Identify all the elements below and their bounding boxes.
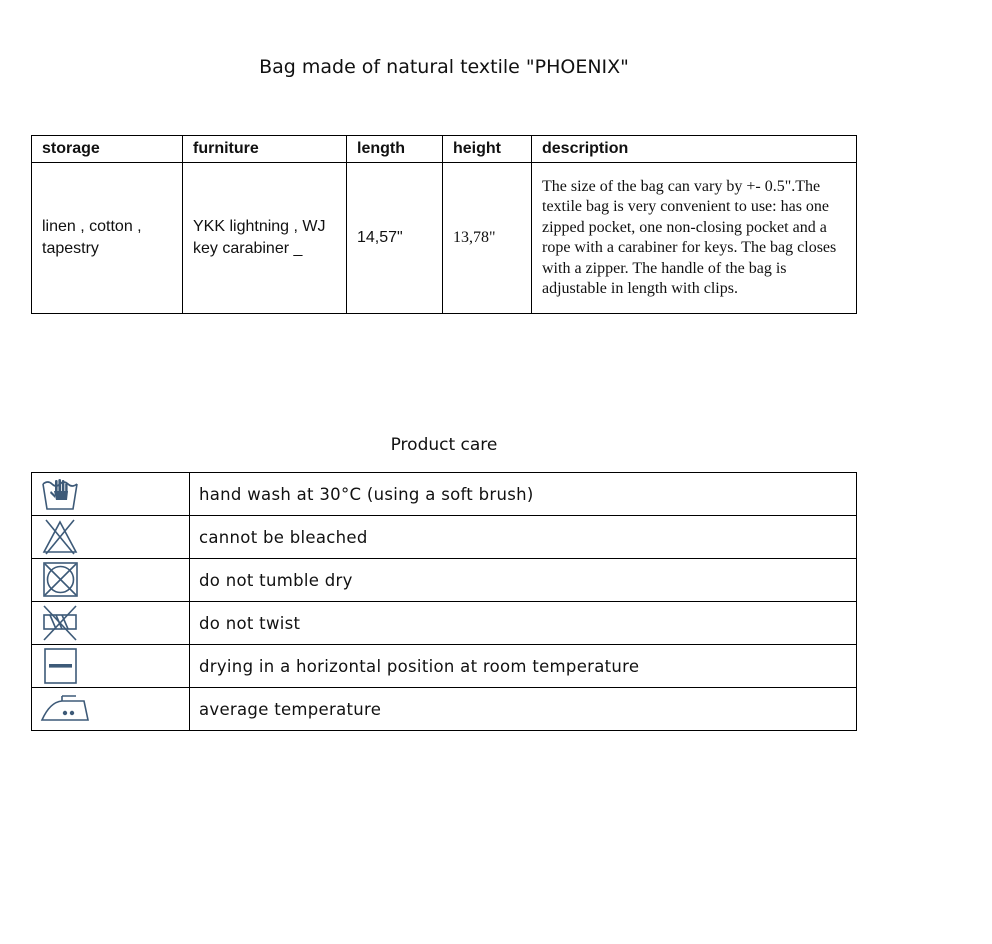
- description-cell: The size of the bag can vary by +- 0.5".The textile bag is very convenient to use: has one zipped pocket, one non-closing pocket and a rope with a carabiner for keys. The bag closes with a zipper. The handle of the bag is adjustable in length with clips.: [532, 163, 857, 314]
- no-tumble-dry-icon: [40, 561, 80, 599]
- care-row: [32, 645, 857, 688]
- page-title: Bag made of natural textile "PHOENIX": [259, 56, 629, 78]
- iron-medium-icon: [40, 692, 90, 726]
- column-header-furniture: furniture: [183, 136, 347, 163]
- care-icon-cell: [32, 602, 190, 645]
- furniture-cell: YKK lightning , WJ key carabiner _: [183, 163, 347, 314]
- care-section-title: Product care: [390, 435, 498, 455]
- column-header-storage: storage: [32, 136, 183, 163]
- care-row: [32, 559, 857, 602]
- no-wring-icon: [40, 604, 80, 642]
- storage-cell: linen , cotton , tapestry: [32, 163, 183, 314]
- column-header-description: description: [532, 136, 857, 163]
- care-text: hand wash at 30°C (using a soft brush): [190, 473, 857, 516]
- care-row: [32, 688, 857, 731]
- column-header-length: length: [347, 136, 443, 163]
- care-table: [31, 472, 857, 731]
- table-row: [32, 163, 857, 314]
- care-row: [32, 602, 857, 645]
- care-icon-cell: [32, 688, 190, 731]
- care-row: [32, 473, 857, 516]
- care-text: do not tumble dry: [190, 559, 857, 602]
- care-icon-cell: [32, 516, 190, 559]
- care-text: average temperature: [190, 688, 857, 731]
- table-header-row: [32, 136, 857, 163]
- care-text: drying in a horizontal position at room temperature: [190, 645, 857, 688]
- spec-table: [31, 135, 857, 314]
- care-text: cannot be bleached: [190, 516, 857, 559]
- care-icon-cell: [32, 473, 190, 516]
- care-row: [32, 516, 857, 559]
- no-bleach-icon: [40, 518, 80, 556]
- dry-flat-icon: [40, 647, 80, 685]
- care-icon-cell: [32, 645, 190, 688]
- height-cell: 13,78": [443, 163, 532, 314]
- care-icon-cell: [32, 559, 190, 602]
- column-header-height: height: [443, 136, 532, 163]
- care-text: do not twist: [190, 602, 857, 645]
- length-cell: 14,57": [347, 163, 443, 314]
- hand-wash-icon: [40, 476, 80, 512]
